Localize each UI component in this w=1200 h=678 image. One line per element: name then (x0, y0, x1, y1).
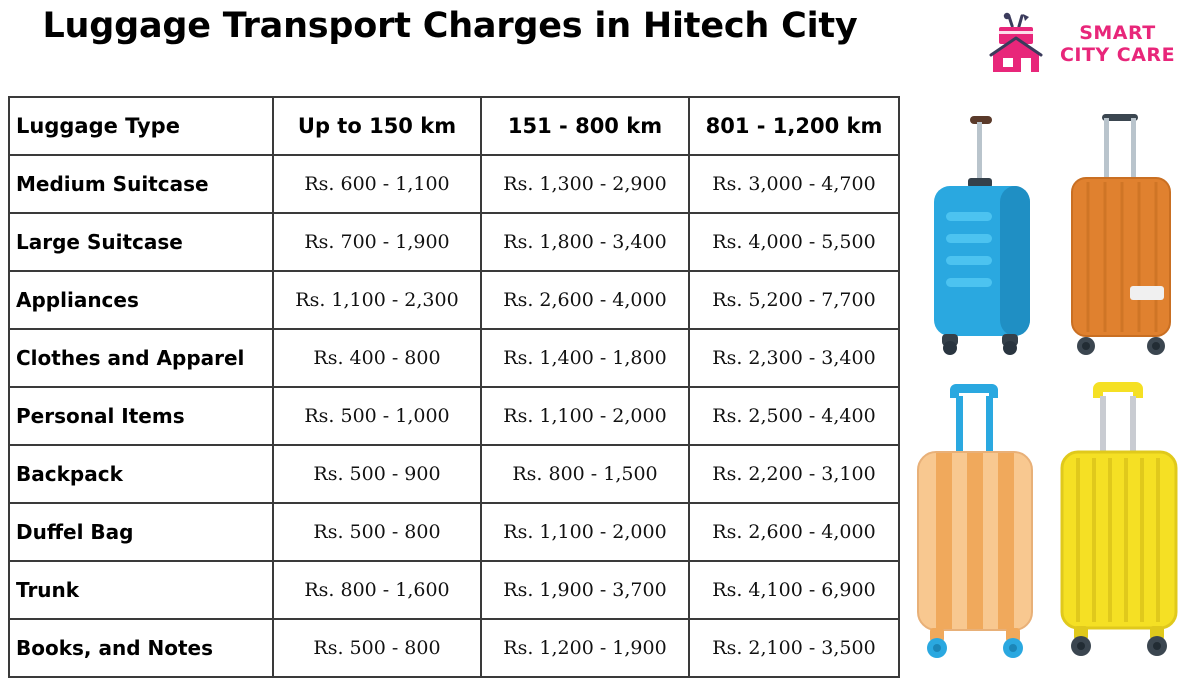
row-label: Backpack (9, 445, 273, 503)
row-label: Books, and Notes (9, 619, 273, 677)
row-label: Clothes and Apparel (9, 329, 273, 387)
page-title: Luggage Transport Charges in Hitech City (42, 6, 858, 46)
row-label: Trunk (9, 561, 273, 619)
row-value: Rs. 500 - 800 (273, 503, 481, 561)
row-value: Rs. 500 - 800 (273, 619, 481, 677)
row-label: Large Suitcase (9, 213, 273, 271)
table-header-row (9, 97, 899, 155)
table-row (9, 271, 899, 329)
row-value: Rs. 1,100 - 2,300 (273, 271, 481, 329)
brand-name: SMART CITY CARE (1059, 22, 1176, 66)
row-value: Rs. 800 - 1,600 (273, 561, 481, 619)
row-value: Rs. 2,500 - 4,400 (689, 387, 899, 445)
title-block (0, 4, 900, 48)
table-row (9, 503, 899, 561)
row-value: Rs. 800 - 1,500 (481, 445, 689, 503)
table-row (9, 387, 899, 445)
row-value: Rs. 1,300 - 2,900 (481, 155, 689, 213)
peach-suitcase-icon (910, 372, 1040, 667)
table-row (9, 561, 899, 619)
row-value: Rs. 700 - 1,900 (273, 213, 481, 271)
orange-suitcase-icon (1058, 108, 1184, 358)
table-row (9, 445, 899, 503)
row-label: Medium Suitcase (9, 155, 273, 213)
row-value: Rs. 4,000 - 5,500 (689, 213, 899, 271)
toolbox-house-icon (983, 12, 1049, 74)
column-header-range-3: 801 - 1,200 km (689, 97, 899, 155)
row-value: Rs. 2,100 - 3,500 (689, 619, 899, 677)
row-value: Rs. 5,200 - 7,700 (689, 271, 899, 329)
column-header-range-2: 151 - 800 km (481, 97, 689, 155)
row-label: Duffel Bag (9, 503, 273, 561)
column-header-range-1: Up to 150 km (273, 97, 481, 155)
blue-suitcase-icon (918, 108, 1038, 358)
row-value: Rs. 1,800 - 3,400 (481, 213, 689, 271)
row-value: Rs. 1,200 - 1,900 (481, 619, 689, 677)
row-value: Rs. 2,300 - 3,400 (689, 329, 899, 387)
row-value: Rs. 1,900 - 3,700 (481, 561, 689, 619)
column-header-type: Luggage Type (9, 97, 273, 155)
row-label: Appliances (9, 271, 273, 329)
row-value: Rs. 600 - 1,100 (273, 155, 481, 213)
row-value: Rs. 4,100 - 6,900 (689, 561, 899, 619)
charges-table-wrapper (8, 96, 898, 678)
row-value: Rs. 2,600 - 4,000 (481, 271, 689, 329)
luggage-illustrations (900, 100, 1200, 675)
brand-logo (983, 8, 1178, 78)
row-value: Rs. 500 - 900 (273, 445, 481, 503)
table-row (9, 155, 899, 213)
row-value: Rs. 1,100 - 2,000 (481, 503, 689, 561)
yellow-suitcase-icon (1052, 372, 1184, 667)
charges-table (8, 96, 900, 678)
row-value: Rs. 2,200 - 3,100 (689, 445, 899, 503)
row-value: Rs. 500 - 1,000 (273, 387, 481, 445)
row-value: Rs. 1,400 - 1,800 (481, 329, 689, 387)
row-value: Rs. 1,100 - 2,000 (481, 387, 689, 445)
table-row (9, 619, 899, 677)
row-value: Rs. 2,600 - 4,000 (689, 503, 899, 561)
row-label: Personal Items (9, 387, 273, 445)
row-value: Rs. 400 - 800 (273, 329, 481, 387)
table-row (9, 213, 899, 271)
row-value: Rs. 3,000 - 4,700 (689, 155, 899, 213)
table-row (9, 329, 899, 387)
